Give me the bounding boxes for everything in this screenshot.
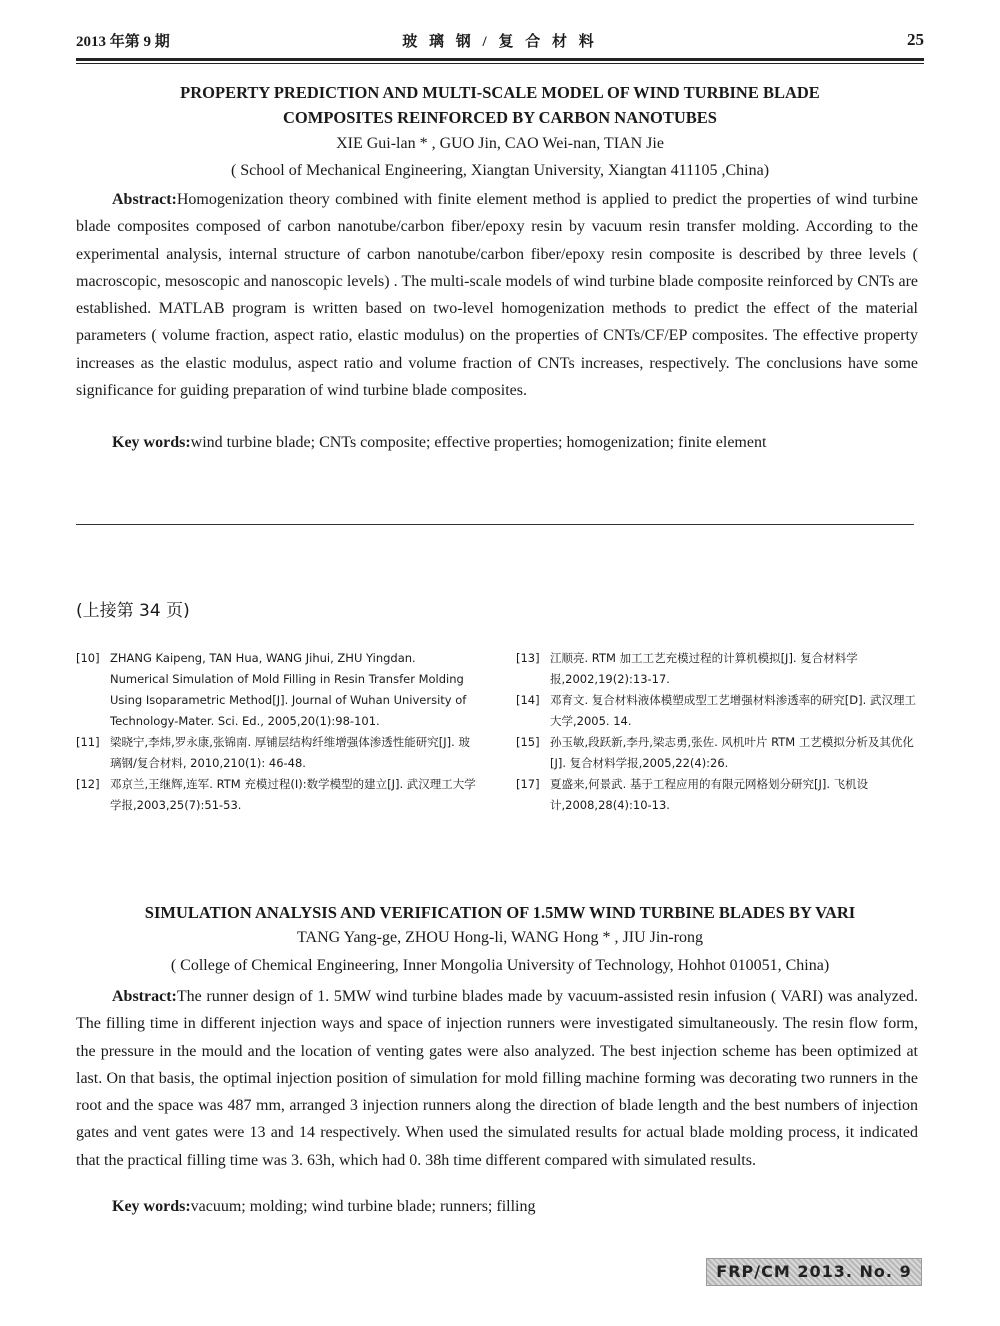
reference-item [76,774,476,816]
article1-authors: XIE Gui-lan * , GUO Jin, CAO Wei-nan, TIAN Jie [336,135,664,152]
reference-item [516,774,926,816]
article1-keywords: Key words:wind turbine blade; CNTs composite; effective properties; homogenization; finite element [112,434,767,451]
article1-title-line2: COMPOSITES REINFORCED BY CARBON NANOTUBES [283,108,717,127]
reference-text: 邓京兰,王继辉,连军. RTM 充模过程(I):数学模型的建立[J]. 武汉理工大学学报,2003,25(7):51-53. [110,777,476,812]
reference-text: ZHANG Kaipeng, TAN Hua, WANG Jihui, ZHU Yingdan. Numerical Simulation of Mold Filling in Resin Transfer Molding Using Isoparametric Method[J]. Journal of Wuhan University of Technology-Mater. Sci. Ed., 2005,20(1):98-101. [110,651,467,728]
article2-abstract-label: Abstract [112,988,172,1005]
header-rule-thick [76,58,924,61]
article2-keywords: Key words:vacuum; molding; wind turbine blade; runners; filling [112,1198,536,1215]
section-divider [76,524,914,525]
journal-issue-badge: FRP/CM 2013. No. 9 [706,1258,922,1286]
article2-abstract: Abstract:The runner design of 1. 5MW wind turbine blades made by vacuum-assisted resin infusion ( VARI) was analyzed. The filling time in different injection ways and space of injection runners were investigated simultaneously. The resin flow form, the pressure in the mould and the location of venting gates were also analyzed. The best injection scheme has been optimized at last. On that basis, the optimal injection position of simulation for mold filling machine forming was decorating two runners in the root and the space was 487 mm, arranged 3 injection runners along the direction of blade length and the best numbers of injection gates and vent gates were 13 and 14 respectively. When used the simulated results for actual blade molding process, it indicated that the practical filling time was 3. 63h, which had 0. 38h time different compared with simulated results. [76,988,918,1169]
article2-affiliation: ( College of Chemical Engineering, Inner Mongolia University of Technology, Hohhot 010051, China) [170,957,830,974]
reference-text: 孙玉敏,段跃新,李丹,梁志勇,张佐. 风机叶片 RTM 工艺模拟分析及其优化[J]. 复合材料学报,2005,22(4):26. [550,735,914,770]
reference-number: [12] [76,777,100,791]
article1-title-line1: PROPERTY PREDICTION AND MULTI-SCALE MODEL OF WIND TURBINE BLADE [180,83,820,102]
reference-item [516,690,926,732]
running-header [76,30,924,60]
reference-text: 梁晓宁,李炜,罗永康,张锦南. 厚铺层结构纤维增强体渗透性能研究[J]. 玻璃钢/复合材料, 2010,210(1): 46-48. [110,735,470,770]
article2-abstract-text: The runner design of 1. 5MW wind turbine blades made by vacuum-assisted resin infusion ( VARI) was analyzed. The filling time in different injection ways and space of injection runners were investigated simultaneously. The resin flow form, the pressure in the mould and the location of venting gates were also analyzed. The best injection scheme has been optimized at last. On that basis, the optimal injection position of simulation for mold filling machine forming was decorating two runners in the root and the space was 487 mm, arranged 3 injection runners along the direction of blade length and the best numbers of injection gates and vent gates were 13 and 14 respectively. When used the simulated results for actual blade molding process, it indicated that the practical filling time was 3. 63h, which had 0. 38h time different compared with simulated results. [76,988,918,1169]
reference-number: [13] [516,651,540,665]
article2-keywords-text: vacuum; molding; wind turbine blade; runners; filling [190,1198,536,1215]
article1-affiliation: ( School of Mechanical Engineering, Xiangtan University, Xiangtan 411105 ,China) [230,162,770,179]
header-rule-thin [76,63,924,64]
reference-item [76,648,476,732]
reference-number: [17] [516,777,540,791]
journal-name: 玻 璃 钢 / 复 合 材 料 [402,34,598,50]
reference-number: [10] [76,651,100,665]
reference-item [76,732,476,774]
reference-text: 邓育文. 复合材料液体模塑成型工艺增强材料渗透率的研究[D]. 武汉理工大学,2005. 14. [550,693,916,728]
reference-item [516,732,926,774]
article2-keywords-label: Key words [112,1198,186,1215]
article1-keywords-label: Key words [112,434,186,451]
issue-label: 2013 年第 9 期 [76,34,170,50]
references-left-column [76,648,476,816]
article1-keywords-text: wind turbine blade; CNTs composite; effective properties; homogenization; finite element [190,434,767,451]
reference-number: [14] [516,693,540,707]
continued-from-note: (上接第 34 页) [76,601,190,621]
reference-text: 江顺亮. RTM 加工工艺充模过程的计算机模拟[J]. 复合材料学报,2002,19(2):13-17. [550,651,858,686]
reference-number: [15] [516,735,540,749]
article2-title: SIMULATION ANALYSIS AND VERIFICATION OF 1.5MW WIND TURBINE BLADES BY VARI [144,903,856,922]
references-right-column [516,648,926,816]
article2-authors: TANG Yang-ge, ZHOU Hong-li, WANG Hong * , JIU Jin-rong [297,929,703,946]
article1-abstract-label: Abstract [112,191,172,208]
reference-item [516,648,926,690]
reference-text: 夏盛来,何景武. 基于工程应用的有限元网格划分研究[J]. 飞机设计,2008,28(4):10-13. [550,777,869,812]
article1-abstract-text: Homogenization theory combined with finite element method is applied to predict the properties of wind turbine blade composites composed of carbon nanotube/carbon fiber/epoxy resin by vacuum resin transfer molding. According to the experimental analysis, internal structure of carbon nanotube/carbon fiber/epoxy resin composite is described by three levels ( macroscopic, mesoscopic and nanoscopic levels) . The multi-scale models of wind turbine blade composite reinforced by CNTs are established. MATLAB program is written based on two-level homogenization methods to predict the effect of the material parameters ( volume fraction, aspect ratio, elastic modulus) on the properties of CNTs/CF/EP composites. The effective property increases as the elastic modulus, aspect ratio and volume fraction of CNTs increases, respectively. The conclusions have some significance for guiding preparation of wind turbine blade composites. [76,191,918,400]
article1-abstract: Abstract:Homogenization theory combined with finite element method is applied to predict the properties of wind turbine blade composites composed of carbon nanotube/carbon fiber/epoxy resin by vacuum resin transfer molding. According to the experimental analysis, internal structure of carbon nanotube/carbon fiber/epoxy resin composite is described by three levels ( macroscopic, mesoscopic and nanoscopic levels) . The multi-scale models of wind turbine blade composite reinforced by CNTs are established. MATLAB program is written based on two-level homogenization methods to predict the effect of the material parameters ( volume fraction, aspect ratio, elastic modulus) on the properties of CNTs/CF/EP composites. The effective property increases as the elastic modulus, aspect ratio and volume fraction of CNTs increases, respectively. The conclusions have some significance for guiding preparation of wind turbine blade composites. [76,191,918,400]
page-number: 25 [907,30,924,49]
reference-number: [11] [76,735,100,749]
